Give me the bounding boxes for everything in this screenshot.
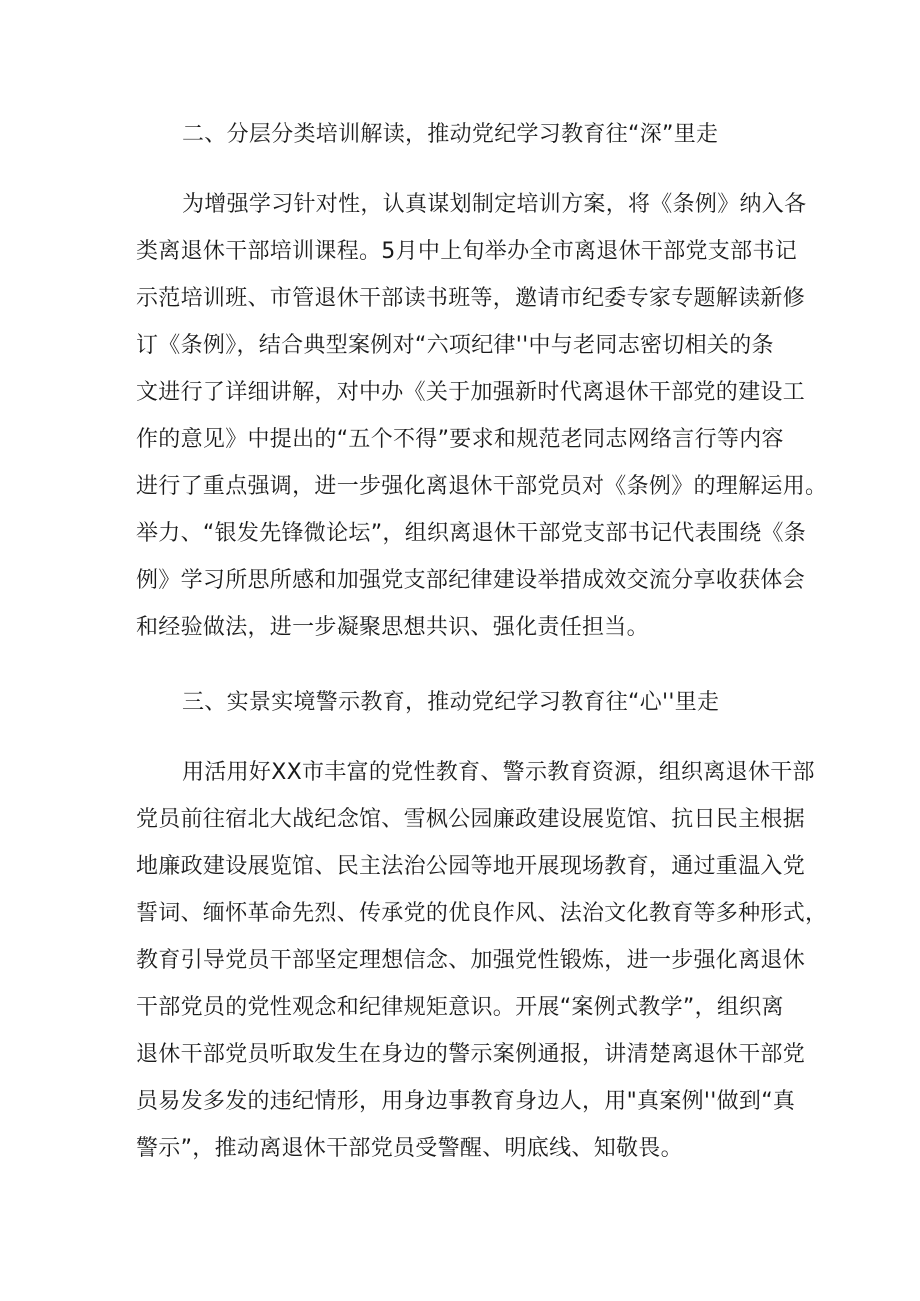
section-heading-3: 三、实景实境警示教育，推动党纪学习教育往“心''里走 — [182, 690, 720, 715]
paragraph-line: 警示”，推动离退休干部党员受警醒、明底线、知敬畏。 — [136, 1136, 683, 1161]
paragraph-line: 员易发多发的违纪情形，用身边事教育身边人，用"真案例''做到“真 — [136, 1089, 796, 1114]
paragraph-line: 和经验做法，进一步凝聚思想共识、强化责任担当。 — [136, 615, 649, 640]
paragraph-line: 订《条例》，结合典型案例对“六项纪律''中与老同志密切相关的条 — [136, 333, 774, 358]
paragraph-line: 进行了重点强调，进一步强化离退休干部党员对《条例》的理解运用。 — [136, 474, 828, 499]
section-heading-2: 二、分层分类培训解读，推动党纪学习教育往“深”里走 — [182, 122, 719, 147]
paragraph-line: 类离退休干部培训课程。5月中上旬举办全市离退休干部党支部书记 — [136, 239, 797, 264]
paragraph-line: 誓词、缅怀革命先烈、传承党的优良作风、法治文化教育等多种形式， — [136, 901, 828, 926]
paragraph-line: 退休干部党员听取发生在身边的警示案例通报，讲清楚离退休干部党 — [136, 1042, 806, 1067]
paragraph-line: 党员前往宿北大战纪念馆、雪枫公园廉政建设展览馆、抗日民主根据 — [136, 807, 806, 832]
paragraph-line: 地廉政建设展览馆、民主法治公园等地开展现场教育，通过重温入党 — [136, 854, 806, 879]
paragraph-line: 为增强学习针对性，认真谋划制定培训方案，将《条例》纳入各 — [182, 192, 807, 217]
paragraph-line: 干部党员的党性观念和纪律规矩意识。开展“案例式教学”，组织离 — [136, 995, 784, 1020]
paragraph-line: 例》学习所思所感和加强党支部纪律建设举措成效交流分享收获体会 — [136, 568, 806, 593]
paragraph-line: 用活用好XX市丰富的党性教育、警示教育资源，组织离退休干部 — [182, 760, 815, 785]
paragraph-line: 举力、“银发先锋微论坛”，组织离退休干部党支部书记代表围绕《条 — [136, 521, 807, 546]
paragraph-line: 作的意见》中提出的“五个不得”要求和规范老同志网络言行等内容 — [136, 427, 784, 452]
paragraph-line: 示范培训班、市管退休干部读书班等，邀请市纪委专家专题解读新修 — [136, 286, 806, 311]
paragraph-line: 教育引导党员干部坚定理想信念、加强党性锻炼，进一步强化离退休 — [136, 948, 806, 973]
paragraph-line: 文进行了详细讲解，对中办《关于加强新时代离退休干部党的建设工 — [136, 380, 806, 405]
